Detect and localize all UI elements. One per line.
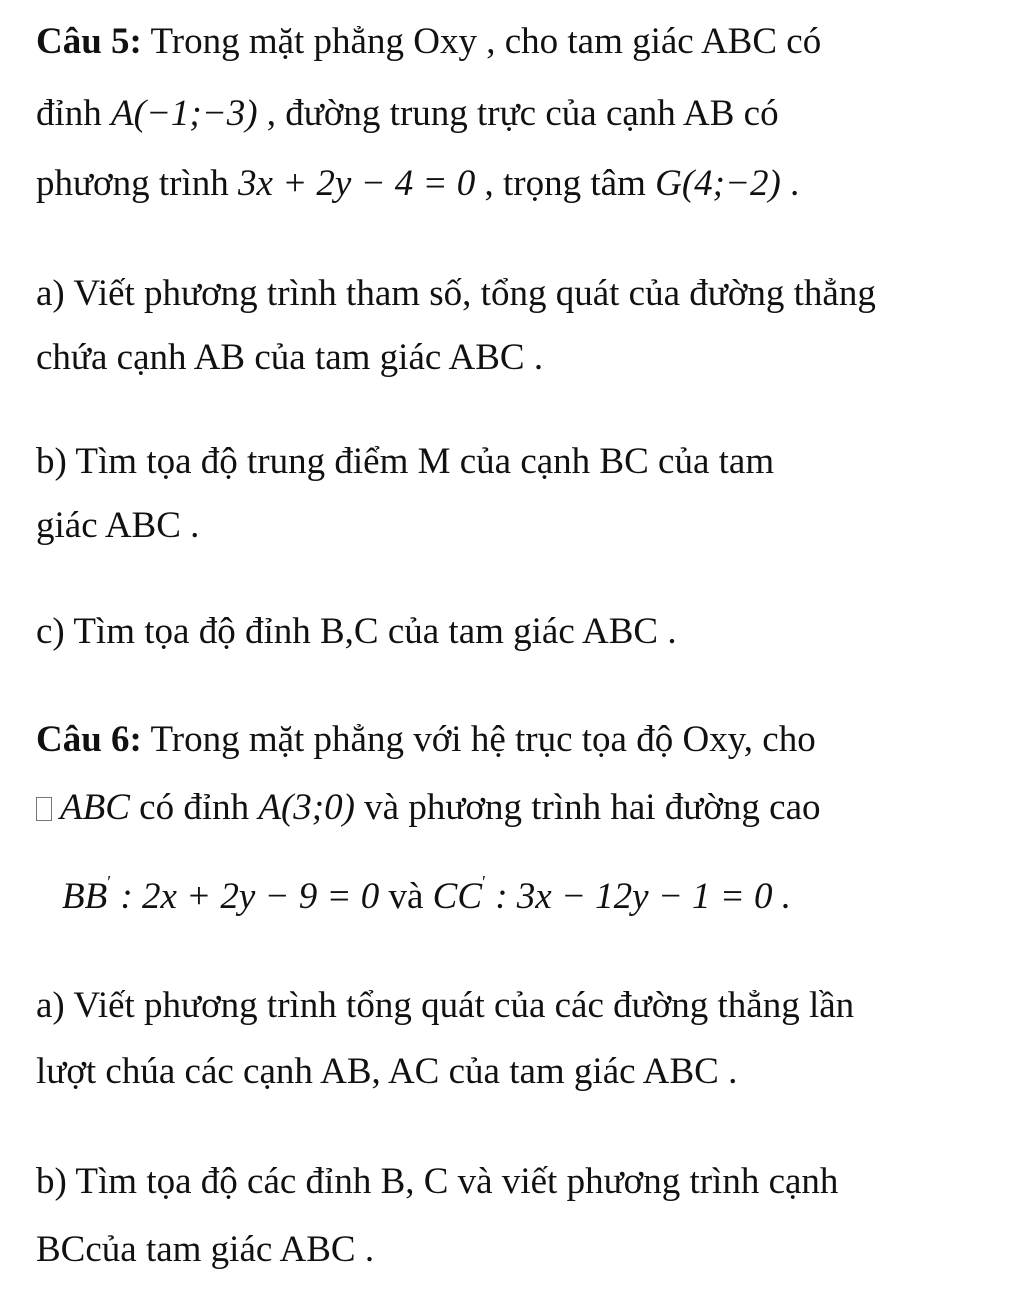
q5-part-c: c) Tìm tọa độ đỉnh B,C của tam giác ABC . [36, 611, 677, 652]
q5-part-b-line-2: giác ABC . [36, 505, 200, 546]
q6-intro-text: Trong mặt phẳng với hệ trục tọa độ Oxy, cho [141, 719, 816, 760]
q5-centroid-label: , trọng tâm [475, 163, 656, 204]
q5-part-a-line-2: chứa cạnh AB của tam giác ABC . [36, 337, 544, 378]
q5-bisector-equation: 3x + 2y − 4 = 0 [238, 163, 476, 204]
q6-part-a-line-1: a) Viết phương trình tổng quát của các đường thẳng lần [36, 985, 855, 1026]
q5-line-3 [36, 162, 799, 206]
q6-prime-2: ′ [482, 872, 486, 892]
q6-triangle-name: ABC [60, 787, 130, 828]
q6-altitude-bb-equation: : 2x + 2y − 9 = 0 [111, 876, 380, 917]
q6-point-a: A(3;0) [258, 787, 355, 828]
q5-equation-label: phương trình [36, 163, 239, 204]
q6-vertex-label: có đỉnh [129, 787, 259, 828]
q5-vertex-label: đỉnh [36, 93, 112, 134]
q6-altitude-bb: BB [62, 876, 108, 917]
q5-line-1 [36, 20, 821, 64]
q5-bisector-text: , đường trung trực của cạnh AB có [257, 93, 779, 134]
q6-altitudes-text: và phương trình hai đường cao [354, 787, 821, 828]
q6-part-a-line-2: lượt chúa các cạnh AB, AC của tam giác ABC . [36, 1051, 738, 1092]
q6-and-text: và [379, 876, 433, 917]
q5-period: . [780, 163, 800, 204]
q5-label: Câu 5: [36, 21, 142, 62]
q5-centroid-point: G(4;−2) [655, 163, 781, 204]
q6-part-b-line-1: b) Tìm tọa độ các đỉnh B, C và viết phương trình cạnh [36, 1161, 839, 1202]
q6-line-1 [36, 718, 816, 762]
q5-point-a: A(−1;−3) [111, 93, 258, 134]
q5-part-a-line-1: a) Viết phương trình tham số, tổng quát của đường thẳng [36, 273, 876, 314]
q6-part-b-line-2: BCcủa tam giác ABC . [36, 1229, 375, 1270]
q6-label: Câu 6: [36, 719, 142, 760]
q5-part-b-line-1: b) Tìm tọa độ trung điểm M của cạnh BC của tam [36, 441, 775, 482]
q5-line-2 [36, 92, 779, 136]
q6-line-3 [62, 860, 791, 919]
q6-altitude-cc-equation: : 3x − 12y − 1 = 0 . [485, 876, 792, 917]
q6-line-2 [36, 786, 821, 830]
q6-altitude-cc: CC [432, 876, 483, 917]
q6-prime-1: ′ [107, 872, 112, 892]
q5-intro-text: Trong mặt phẳng Oxy , cho tam giác ABC có [141, 21, 822, 62]
triangle-symbol-icon [36, 797, 52, 821]
